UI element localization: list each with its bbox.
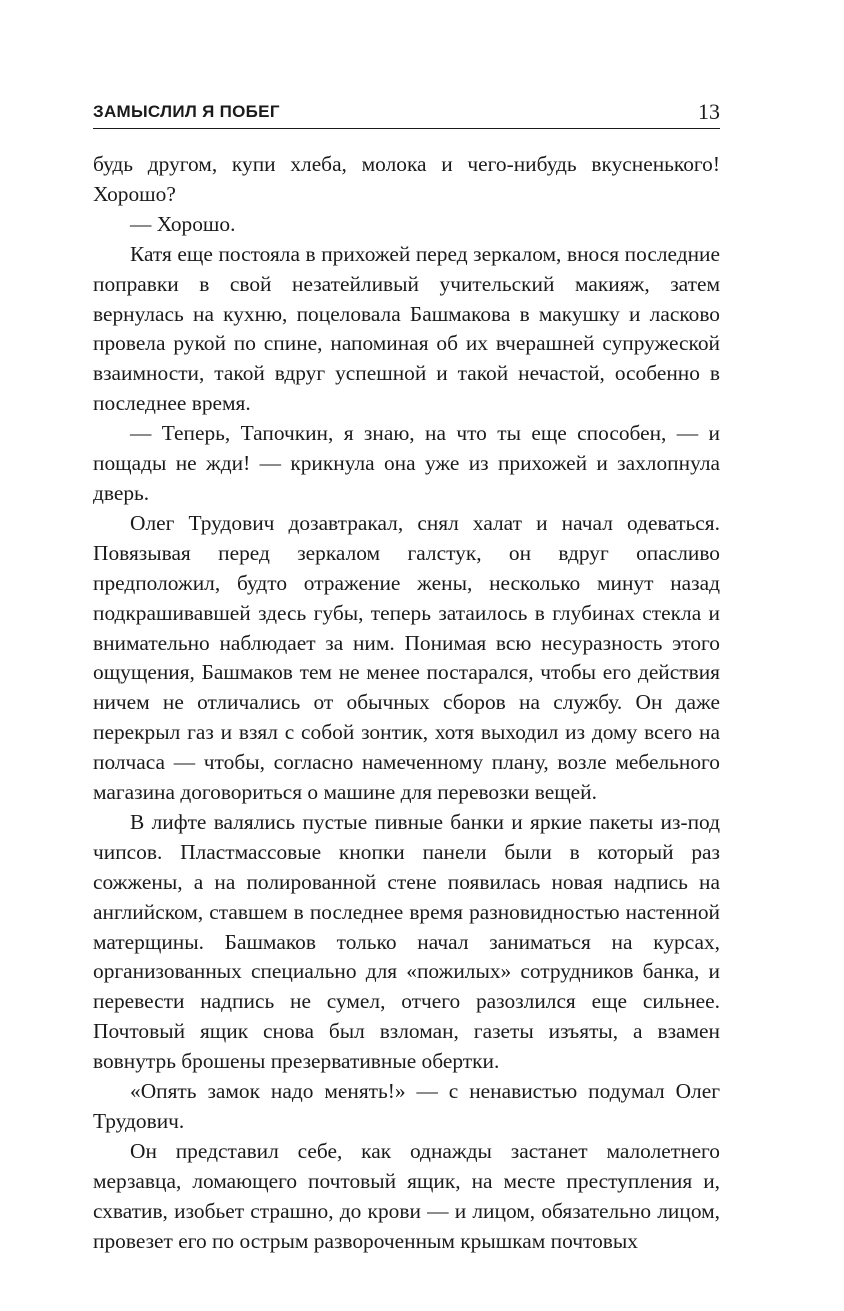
paragraph: «Опять замок надо менять!» — с ненавистью подумал Олег Трудович. <box>93 1079 720 1133</box>
body-text <box>93 150 720 1257</box>
paragraph: Олег Трудович дозавтракал, снял халат и начал одеваться. Повязывая перед зеркалом галстук, он вдруг опасливо предположил, будто отражение жены, несколько минут назад подкрашивавшей здесь губы, теперь затаилось в глубинах стекла и внимательно наблюдает за ним. Понимая всю несуразность этого ощущения, Башмаков тем не менее постарался, чтобы его действия ничем не отличались от обычных сборов на службу. Он даже перекрыл газ и взял с собой зонтик, хотя выходил из дому всего на полчаса — чтобы, согласно намеченному плану, возле мебельного магазина договориться о машине для перевозки вещей. <box>93 510 720 805</box>
paragraph: — Хорошо. <box>130 211 236 236</box>
paragraph: Катя еще постояла в прихожей перед зеркалом, внося последние поправки в свой незатейливый учительский макияж, затем вернулась на кухню, поцеловала Башмакова в макушку и ласково провела рукой по спине, напоминая об их вчерашней супружеской взаимности, такой вдруг успешной и такой нечастой, особенно в последнее время. <box>93 241 720 416</box>
running-header <box>93 96 720 129</box>
paragraph: — Теперь, Тапочкин, я знаю, на что ты еще способен, — и пощады не жди! — крикнула она уже из прихожей и захлопнула дверь. <box>93 421 720 505</box>
running-title: ЗАМЫСЛИЛ Я ПОБЕГ <box>93 102 280 121</box>
paragraph: будь другом, купи хлеба, молока и чего-нибудь вкусненького! Хорошо? <box>93 152 720 206</box>
paragraph: В лифте валялись пустые пивные банки и яркие пакеты из-под чипсов. Пластмассовые кнопки панели были в который раз сожжены, а на полированной стене появилась новая надпись на английском, ставшем в последнее время разновидностью настенной матерщины. Башмаков только начал заниматься на курсах, организованных специально для «пожилых» сотрудников банка, и перевести надпись не сумел, отчего разозлился еще сильнее. Почтовый ящик снова был взломан, газеты изъяты, а взамен вовнутрь брошены презервативные обертки. <box>93 809 720 1074</box>
page-number: 13 <box>698 99 720 124</box>
paragraph: Он представил себе, как однажды застанет малолетнего мерзавца, ломающего почтовый ящик, на месте преступления и, схватив, изобьет страшно, до крови — и лицом, обязательно лицом, провезет его по острым развороченным крышкам почтовых <box>93 1138 720 1253</box>
